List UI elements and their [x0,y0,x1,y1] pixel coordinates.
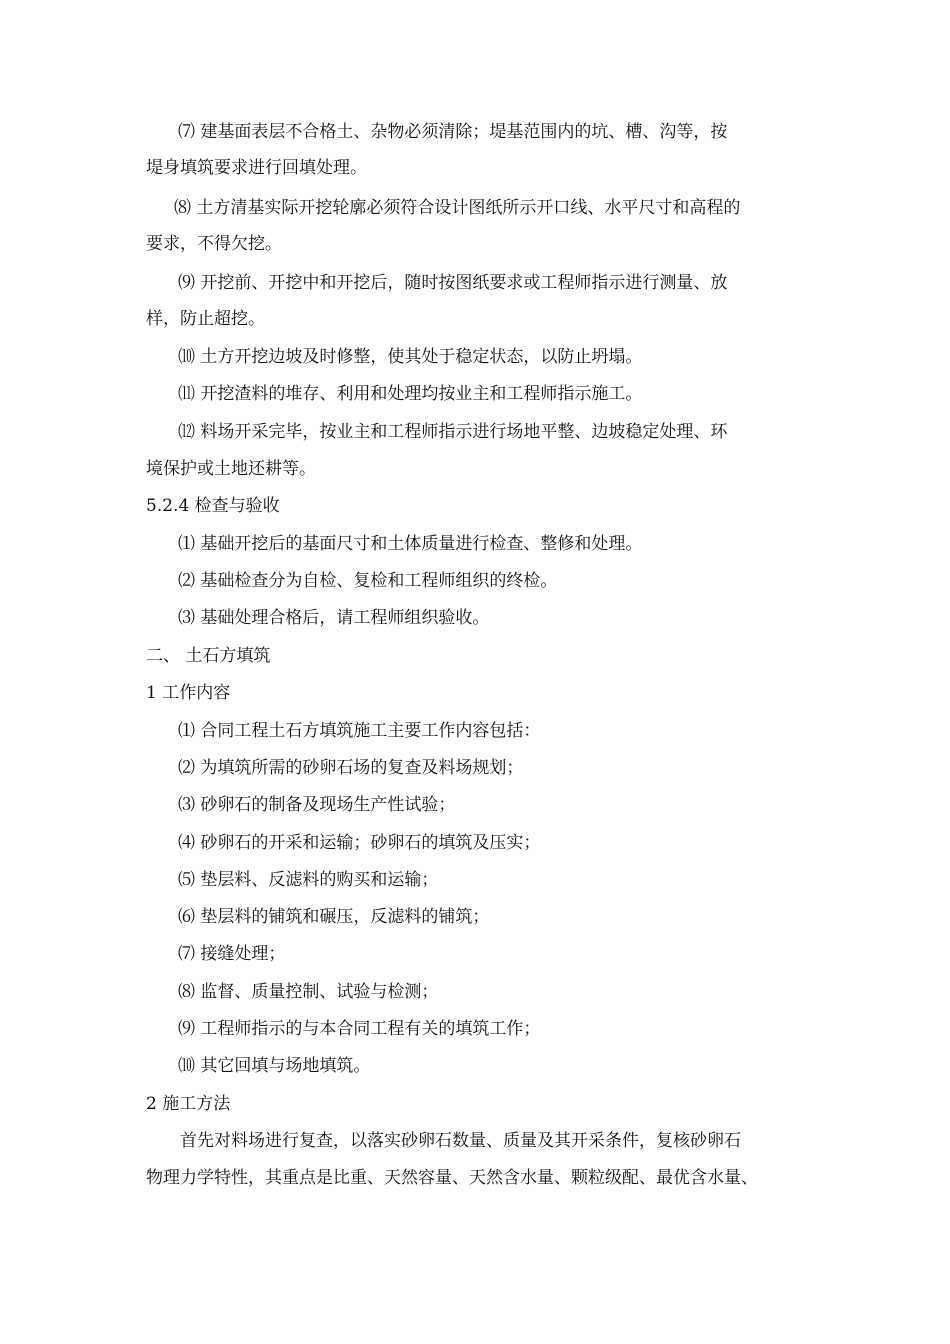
text-line: ⑺ 接缝处理； [178,944,286,964]
text-line: ⑴ 合同工程土石方填筑施工主要工作内容包括： [178,721,541,741]
text-line: ⑼ 工程师指示的与本合同工程有关的填筑工作； [178,1019,541,1039]
text-line: 首先对料场进行复查，以落实砂卵石数量、质量及其开采条件，复核砂卵石 [180,1131,741,1151]
text-line: ⑵ 为填筑所需的砂卵石场的复查及料场规划； [178,758,524,778]
section-heading: 二、 土石方填筑 [146,646,271,666]
section-heading: 1 工作内容 [146,683,231,703]
text-line: ⑶ 砂卵石的制备及现场生产性试验； [178,795,456,815]
text-line: 堤身填筑要求进行回填处理。 [146,158,367,178]
text-line: ⑽ 其它回填与场地填筑。 [178,1056,371,1076]
section-heading: 5.2.4 检查与验收 [146,496,280,516]
text-line: ⑹ 垫层料的铺筑和碾压，反滤料的铺筑； [178,907,490,927]
text-line: ⑺ 建基面表层不合格土、杂物必须清除；堤基范围内的坑、槽、沟等，按 [178,122,728,142]
text-line: ⑷ 砂卵石的开采和运输；砂卵石的填筑及压实； [178,833,541,853]
text-line: ⑼ 开挖前、开挖中和开挖后，随时按图纸要求或工程师指示进行测量、放 [178,273,728,293]
text-line: 境保护或土地还耕等。 [146,459,316,479]
text-line: ⑵ 基础检查分为自检、复检和工程师组织的终检。 [178,571,558,591]
section-heading: 2 施工方法 [146,1094,231,1114]
text-line: ⑻ 监督、质量控制、试验与检测； [178,982,439,1002]
text-line: 要求，不得欠挖。 [146,234,282,254]
text-line: ⑾ 开挖渣料的堆存、利用和处理均按业主和工程师指示施工。 [178,384,643,404]
text-line: ⑶ 基础处理合格后，请工程师组织验收。 [178,608,490,628]
text-line: ⑿ 料场开采完毕，按业主和工程师指示进行场地平整、边坡稳定处理、环 [178,422,728,442]
text-line: ⑴ 基础开挖后的基面尺寸和土体质量进行检查、整修和处理。 [178,534,643,554]
text-line: 样，防止超挖。 [146,309,265,329]
text-line: ⑻ 土方清基实际开挖轮廓必须符合设计图纸所示开口线、水平尺寸和高程的 [174,198,741,218]
text-line: ⑸ 垫层料、反滤料的购买和运输； [178,870,439,890]
text-line: 物理力学特性，其重点是比重、天然容量、天然含水量、颗粒级配、最优含水量、 [146,1168,758,1188]
text-line: ⑽ 土方开挖边坡及时修整，使其处于稳定状态，以防止坍塌。 [178,347,643,367]
